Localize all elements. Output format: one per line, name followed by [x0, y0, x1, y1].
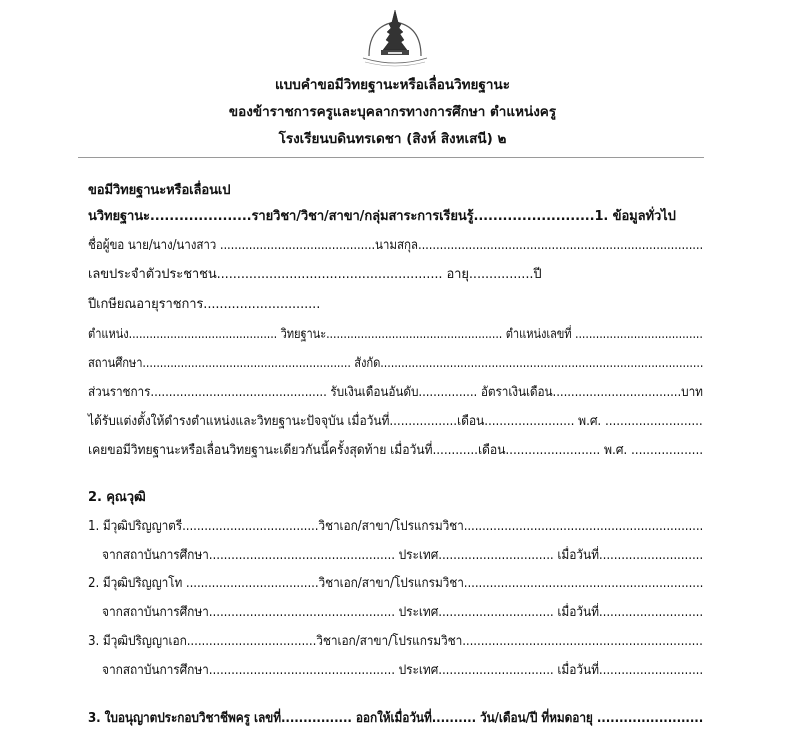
form-row-id: เลขประจำตัวประชาชน........................................................ อายุ................ปี — [88, 267, 542, 282]
form-row-salary: ส่วนราชการ................................................ รับเงินเดือนอันดับ................ อัตราเงินเดือน...................................บาท — [88, 385, 703, 400]
section-1-title: ขอมีวิทยฐานะหรือเลื่อนเป — [88, 183, 231, 198]
header-line-3: โรงเรียนบดินทรเดชา (สิงห์ สิงหเสนี) ๒ — [278, 131, 507, 147]
form-row-previous: เคยขอมีวิทยฐานะหรือเลื่อนวิทยฐานะเดียวกันนี้ครั้งสุดท้าย เมื่อวันที่............เดือน......................... พ.ศ. ................... — [88, 443, 704, 458]
form-row-appointed: ได้รับแต่งตั้งให้ดำรงตำแหน่งและวิทยฐานะปัจจุบัน เมื่อวันที่..................เดือน........................ พ.ศ. .......................... — [88, 414, 703, 429]
form-row-school: สถานศึกษา............................................................ สังกัด............................................................................................. — [88, 356, 704, 371]
degree-master: 2. มีวุฒิปริญญาโท ....................................วิชาเอก/สาขา/โปรแกรมวิชา................................................................. — [88, 576, 704, 591]
degree-bachelor-institution: จากสถาบันการศึกษา.................................................. ประเทศ............................... เมื่อวันที่............................ — [102, 548, 704, 563]
header-line-2: ของข้าราชการครูและบุคลากรทางการศึกษา ตำแหน่งครู — [228, 104, 557, 120]
header-line-1: แบบคำขอมีวิทยฐานะหรือเลื่อนวิทยฐานะ — [275, 77, 510, 93]
section-1-title-cont: นวิทยฐานะ.....................รายวิชา/วิชา/สาขา/กลุ่มสาระการเรียนรู้.........................1. ข้อมูลทั่วไป — [88, 209, 676, 224]
form-row-retire: ปีเกษียณอายุราชการ............................. — [88, 297, 321, 312]
form-row-position: ตำแหน่ง........................................... วิทยฐานะ................................................... ตำแหน่งเลขที่ ..................................... — [88, 327, 703, 342]
school-emblem-icon — [355, 6, 435, 72]
form-row-name: ชื่อผู้ขอ นาย/นาง/นางสาว ...........................................นามสกุล............................................................................... — [88, 238, 704, 253]
section-2-title: 2. คุณวุฒิ — [88, 490, 146, 505]
degree-doctorate-institution: จากสถาบันการศึกษา.................................................. ประเทศ............................... เมื่อวันที่............................ — [102, 663, 704, 678]
degree-bachelor: 1. มีวุฒิปริญญาตรี.....................................วิชาเอก/สาขา/โปรแกรมวิชา................................................................. — [88, 519, 704, 534]
degree-master-institution: จากสถาบันการศึกษา.................................................. ประเทศ............................... เมื่อวันที่............................ — [102, 605, 704, 620]
header-divider — [78, 157, 704, 158]
section-3-license: 3. ใบอนุญาตประกอบวิชาชีพครู เลขที่................ ออกให้เมื่อวันที่.......... วัน/เดือน/ปี ที่หมดอายุ ........................ — [88, 711, 704, 726]
degree-doctorate: 3. มีวุฒิปริญญาเอก...................................วิชาเอก/สาขา/โปรแกรมวิชา................................................................. — [88, 634, 703, 649]
